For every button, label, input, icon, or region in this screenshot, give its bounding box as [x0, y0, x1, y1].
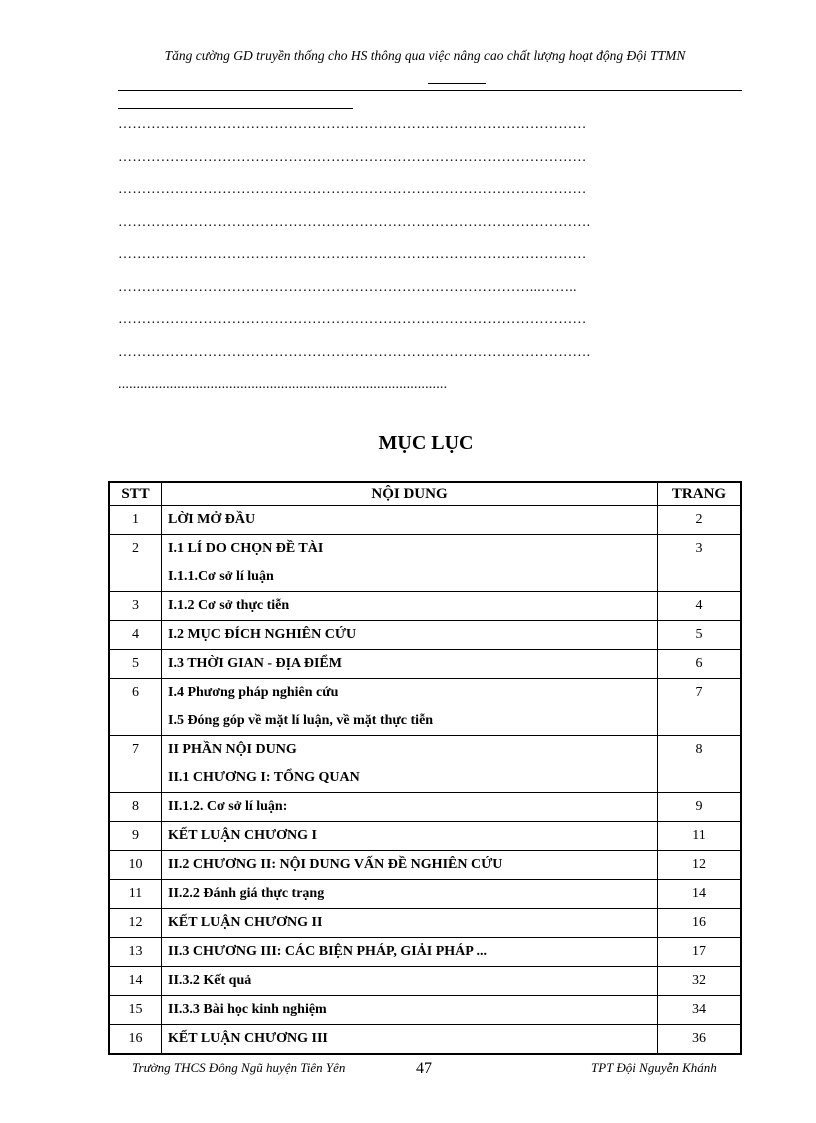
toc-row [110, 679, 741, 736]
toc-page: 34 [658, 996, 741, 1025]
toc-content [162, 650, 658, 679]
toc-page: 6 [658, 650, 741, 679]
toc-row [110, 938, 741, 967]
toc-row [110, 996, 741, 1025]
dot-line: ……………………………………………………………………………………… [118, 149, 587, 165]
toc-stt: 11 [110, 880, 162, 909]
toc-table [109, 482, 741, 1054]
toc-content [162, 506, 658, 535]
toc-entry: II.3.2 Kết quả [168, 973, 252, 988]
toc-stt: 7 [110, 736, 162, 793]
toc-row [110, 650, 741, 679]
header-rule [118, 90, 742, 91]
toc-page: 11 [658, 822, 741, 851]
toc-stt: 15 [110, 996, 162, 1025]
toc-entry: II.3.3 Bài học kinh nghiệm [168, 1002, 327, 1017]
running-header: Tăng cường GD truyền thống cho HS thông qua việc nâng cao chất lượng hoạt động Đội TTMN [164, 48, 686, 63]
toc-entry: I.3 THỜI GIAN - ĐỊA ĐIỂM [168, 656, 342, 671]
toc-entry: LỜI MỞ ĐẦU [168, 512, 256, 527]
toc-row [110, 592, 741, 621]
toc-entry: I.4 Phương pháp nghiên cứu [168, 685, 339, 700]
dot-line: ……………………………………………………………………………………… [118, 247, 587, 262]
toc-entry: I.2 MỤC ĐÍCH NGHIÊN CỨU [168, 627, 357, 642]
toc-content [162, 793, 658, 822]
toc-stt: 14 [110, 967, 162, 996]
header-page: TRANG [658, 483, 741, 506]
toc-entry: II.3 CHƯƠNG III: CÁC BIỆN PHÁP, GIẢI PHÁP ... [168, 944, 488, 959]
footer-page-number: 47 [416, 1060, 432, 1077]
dot-line: ……………………………………………………………………………………… [118, 312, 587, 327]
header-stt: STT [110, 483, 162, 506]
toc-page: 32 [658, 967, 741, 996]
toc-page: 16 [658, 909, 741, 938]
toc-stt: 2 [110, 535, 162, 592]
toc-stt: 1 [110, 506, 162, 535]
toc-page: 7 [658, 679, 741, 736]
toc-content [162, 679, 658, 736]
toc-content [162, 967, 658, 996]
header-short-rule [428, 83, 486, 84]
toc-content [162, 535, 658, 592]
toc-page: 17 [658, 938, 741, 967]
toc-entry: KẾT LUẬN CHƯƠNG II [168, 915, 323, 930]
toc-stt: 10 [110, 851, 162, 880]
toc-row [110, 880, 741, 909]
toc-content [162, 938, 658, 967]
dot-line: ……………………………………………………………………………………… [118, 117, 587, 132]
toc-stt: 4 [110, 621, 162, 650]
toc-entry: II.2 CHƯƠNG II: NỘI DUNG VẤN ĐỀ NGHIÊN CỨU [168, 857, 503, 872]
toc-page: 5 [658, 621, 741, 650]
toc-entry: I.5 Đóng góp về mặt lí luận, về mặt thực tiễn [168, 713, 434, 728]
toc-content [162, 592, 658, 621]
dot-line: ………………………………………………………………………………………. [118, 214, 591, 230]
toc-header-row [110, 483, 741, 506]
footer-school: Trường THCS Đông Ngũ huyện Tiên Yên [132, 1060, 346, 1075]
toc-stt: 9 [110, 822, 162, 851]
dot-line: ......................................................................................... [118, 377, 448, 392]
toc-row [110, 909, 741, 938]
toc-page: 4 [658, 592, 741, 621]
toc-row [110, 506, 741, 535]
dot-line: ………………………………………………………………………………………. [118, 344, 591, 360]
toc-content [162, 1025, 658, 1054]
toc-content [162, 851, 658, 880]
toc-stt: 16 [110, 1025, 162, 1054]
section-rule [118, 108, 353, 109]
toc-row [110, 736, 741, 793]
toc-content [162, 736, 658, 793]
toc-entry: II.2.2 Đánh giá thực trạng [168, 886, 325, 901]
toc-entry: KẾT LUẬN CHƯƠNG I [168, 828, 317, 843]
toc-content [162, 621, 658, 650]
toc-page: 36 [658, 1025, 741, 1054]
toc-content [162, 996, 658, 1025]
toc-page: 9 [658, 793, 741, 822]
toc-page: 12 [658, 851, 741, 880]
toc-entry: II.1.2. Cơ sở lí luận: [168, 799, 288, 814]
toc-stt: 5 [110, 650, 162, 679]
toc-title: MỤC LỤC [378, 432, 474, 454]
toc-row [110, 535, 741, 592]
toc-entry: I.1 LÍ DO CHỌN ĐỀ TÀI [168, 541, 324, 556]
toc-entry: I.1.1.Cơ sở lí luận [168, 569, 274, 584]
dot-line: ……………………………………………………………………………………… [118, 182, 587, 197]
toc-stt: 6 [110, 679, 162, 736]
toc-content [162, 909, 658, 938]
toc-row [110, 621, 741, 650]
toc-page: 8 [658, 736, 741, 793]
dot-line: ……………………………………………………………………………...…….. [118, 279, 577, 295]
toc-table-frame [108, 481, 742, 1055]
toc-page: 14 [658, 880, 741, 909]
footer-author: TPT Đội Nguyễn Khánh [591, 1060, 717, 1075]
toc-page: 3 [658, 535, 741, 592]
toc-page: 2 [658, 506, 741, 535]
toc-content [162, 822, 658, 851]
toc-row [110, 851, 741, 880]
toc-content [162, 880, 658, 909]
toc-entry: I.1.2 Cơ sở thực tiễn [168, 598, 290, 613]
toc-stt: 3 [110, 592, 162, 621]
toc-row [110, 822, 741, 851]
toc-entry: KẾT LUẬN CHƯƠNG III [168, 1031, 328, 1046]
header-content: NỘI DUNG [162, 483, 658, 506]
dotted-lines [118, 115, 758, 408]
toc-stt: 8 [110, 793, 162, 822]
toc-entry: II PHẦN NỘI DUNG [168, 742, 297, 757]
toc-entry: II.1 CHƯƠNG I: TỔNG QUAN [168, 770, 360, 785]
toc-row [110, 793, 741, 822]
toc-row [110, 967, 741, 996]
toc-row [110, 1025, 741, 1054]
toc-stt: 13 [110, 938, 162, 967]
toc-stt: 12 [110, 909, 162, 938]
